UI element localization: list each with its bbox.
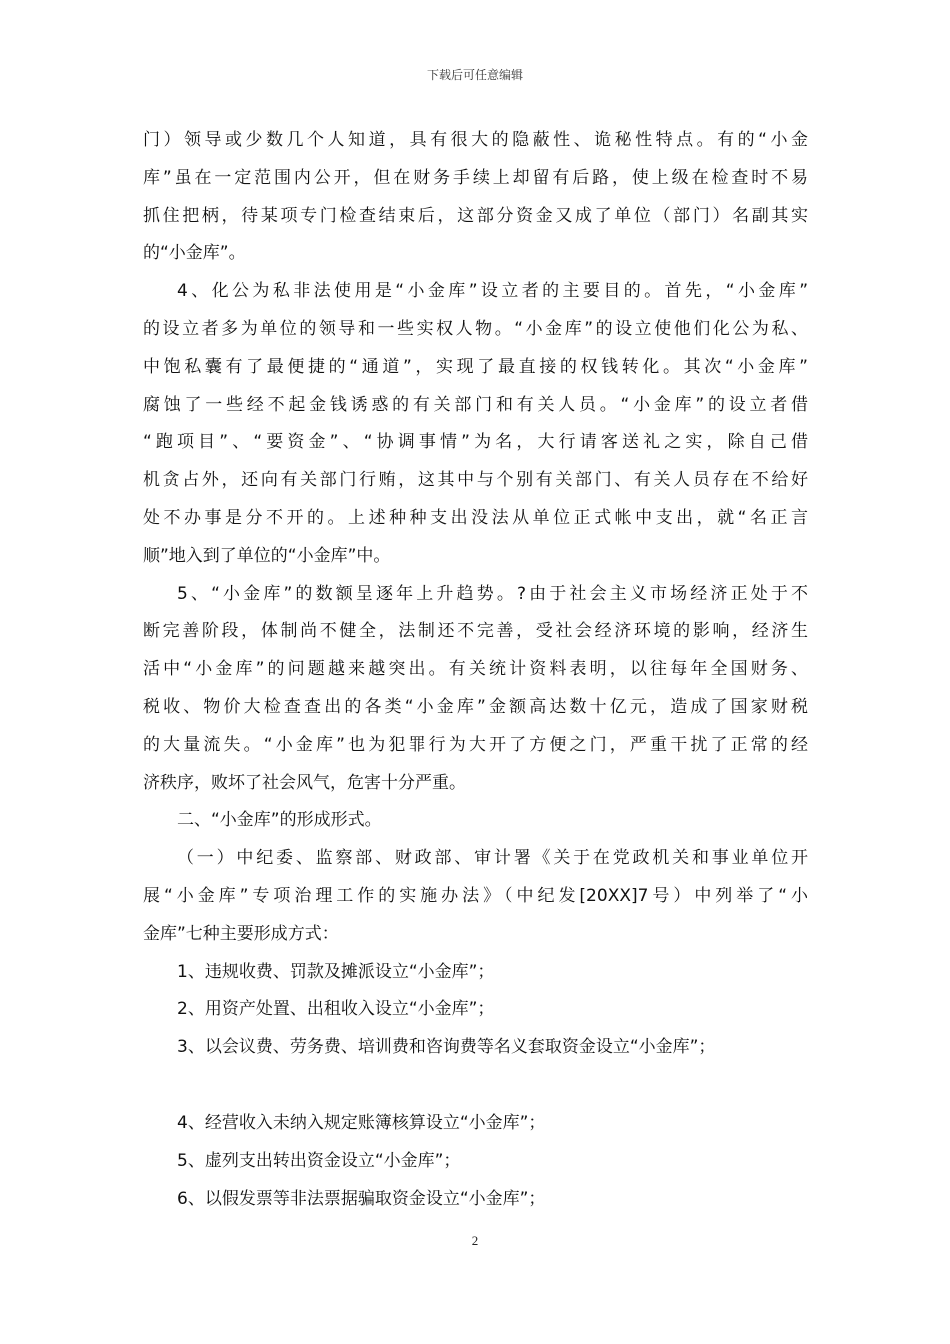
text-line: 处不办事是分不开的。上述种种支出没法从单位正式帐中支出，就“名正言 [143, 507, 808, 528]
text-line: 济秩序，败坏了社会风气，危害十分严重。 [143, 772, 466, 793]
page-header: 下载后可任意编辑 [426, 68, 523, 82]
text-line: 断完善阶段，体制尚不健全，法制还不完善，受社会经济环境的影响，经济生 [143, 621, 808, 642]
text-line: 二、“小金库”的形成形式。 [177, 810, 382, 831]
document-body [143, 122, 808, 1218]
text-line: 1、违规收费、罚款及摊派设立“小金库”； [177, 961, 495, 982]
list-item [143, 1029, 808, 1067]
text-line: 5、“小金库”的数额呈逐年上升趋势。?由于社会主义市场经济正处于不 [177, 583, 808, 604]
text-line: 门）领导或少数几个人知道，具有很大的隐蔽性、诡秘性特点。有的“小金 [143, 130, 808, 150]
text-line: （一）中纪委、监察部、财政部、审计署《关于在党政机关和事业单位开 [177, 848, 808, 869]
section-heading [143, 802, 808, 840]
blank-line [143, 1067, 808, 1105]
text-line: “跑项目”、“要资金”、“协调事情”为名，大行请客送礼之实，除自己借 [143, 432, 808, 453]
list-item [143, 1143, 808, 1181]
text-line: 的设立者多为单位的领导和一些实权人物。“小金库”的设立使他们化公为私、 [143, 318, 808, 339]
text-line: 税收、物价大检查查出的各类“小金库”金额高达数十亿元，造成了国家财税 [143, 696, 808, 717]
list-item [143, 991, 808, 1029]
text-line: 6、以假发票等非法票据骗取资金设立“小金库”； [177, 1188, 546, 1209]
paragraph [143, 576, 808, 803]
list-item [143, 1181, 808, 1219]
text-line: 腐蚀了一些经不起金钱诱惑的有关部门和有关人员。“小金库”的设立者借 [143, 394, 808, 415]
text-line: 中饱私囊有了最便捷的“通道”，实现了最直接的权钱转化。其次“小金库” [143, 356, 808, 377]
text-line: 2、用资产处置、出租收入设立“小金库”； [177, 999, 495, 1020]
list-item [143, 954, 808, 992]
list-item [143, 1105, 808, 1143]
text-line: 展“小金库”专项治理工作的实施办法》（中纪发[20XX]7号）中列举了“小 [143, 885, 808, 906]
text-line: 顺”地入到了单位的“小金库”中。 [143, 545, 391, 566]
paragraph [143, 840, 808, 953]
text-line: 的“小金库”。 [143, 243, 246, 264]
page-number: 2 [471, 1233, 479, 1248]
text-line: 抓住把柄，待某项专门检查结束后，这部分资金又成了单位（部门）名副其实 [143, 205, 808, 226]
paragraph [143, 122, 808, 273]
text-line: 机贪占外，还向有关部门行贿，这其中与个别有关部门、有关人员存在不给好 [143, 470, 808, 491]
text-line: 的大量流失。“小金库”也为犯罪行为大开了方便之门，严重干扰了正常的经 [143, 734, 808, 755]
text-line: 4、化公为私非法使用是“小金库”设立者的主要目的。首先，“小金库” [177, 281, 808, 302]
text-line: 活中“小金库”的问题越来越突出。有关统计资料表明，以往每年全国财务、 [143, 659, 808, 680]
text-line: 4、经营收入未纳入规定账簿核算设立“小金库”； [177, 1112, 546, 1133]
text-line: 库”虽在一定范围内公开，但在财务手续上却留有后路，使上级在检查时不易 [143, 167, 808, 188]
text-line: 3、以会议费、劳务费、培训费和咨询费等名义套取资金设立“小金库”； [177, 1037, 716, 1058]
paragraph [143, 273, 808, 575]
text-line: 金库”七种主要形成方式： [143, 923, 339, 944]
text-line: 5、虚列支出转出资金设立“小金库”； [177, 1150, 461, 1171]
